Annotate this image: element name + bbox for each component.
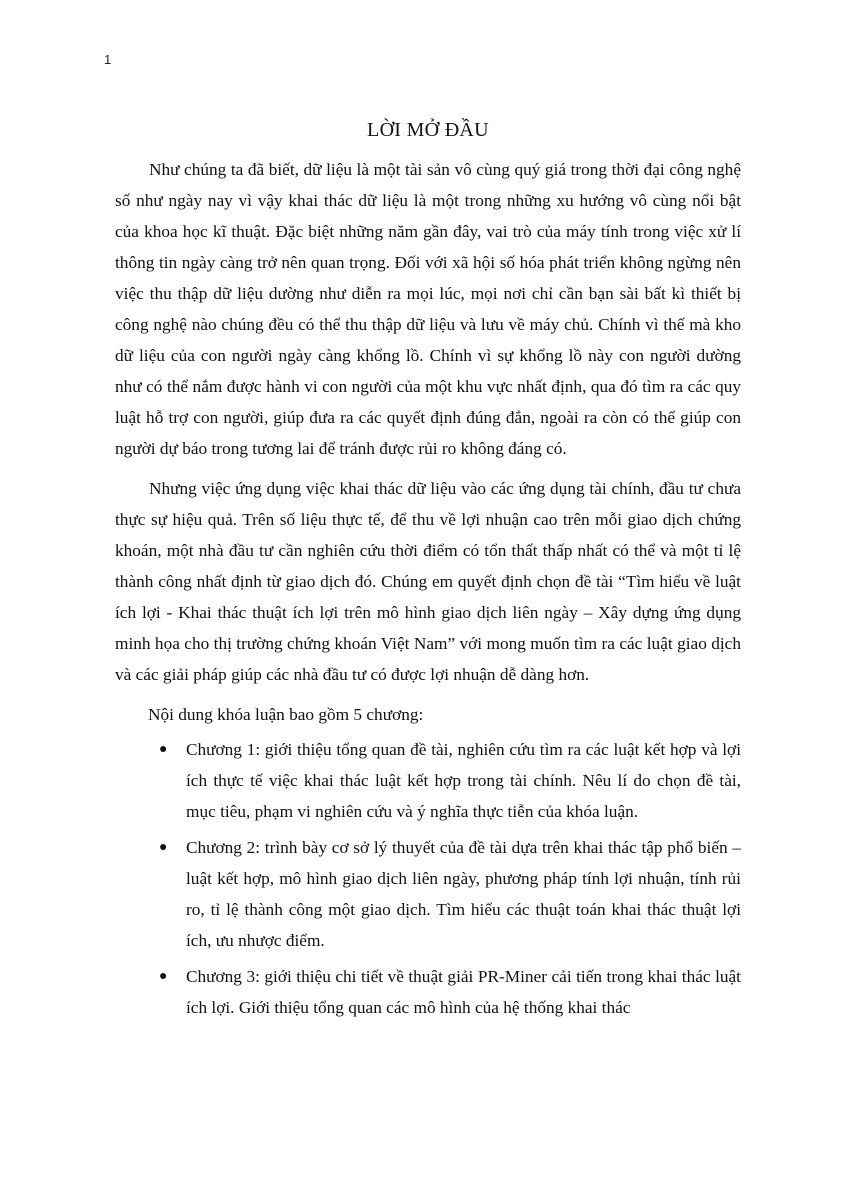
paragraph: Như chúng ta đã biết, dữ liệu là một tài sản vô cùng quý giá trong thời đại công nghệ số như ngày nay vì vậy khai thác dữ liệu là một trong những xu hướng vô cùng nổi bật của khoa học kĩ thuật. Đặc biệt những năm gần đây, vai trò của máy tính trong việc xử lí thông tin ngày càng trở nên quan trọng. Đối với xã hội số hóa phát triển không ngừng nên việc thu thập dữ liệu dường như diễn ra mọi lúc, mọi nơi chỉ cần bạn sài bất kì thiết bị công nghệ nào chúng đều có thể thu thập dữ liệu và lưu về máy chủ. Chính vì thế mà kho dữ liệu của con người ngày càng khổng lồ. Chính vì sự khổng lồ này con người dường như có thể nắm được hành vi con người của một khu vực nhất định, qua đó tìm ra các quy luật hỗ trợ con người, giúp đưa ra các quyết định đúng đắn, ngoài ra còn có thể giúp con người dự báo trong tương lai để tránh được rủi ro không đáng có. bbox=[115, 160, 741, 458]
chapter-description: Chương 3: giới thiệu chi tiết về thuật giải PR-Miner cải tiến trong khai thác luật ích lợi. Giới thiệu tổng quan các mô hình của hệ thống khai thác bbox=[186, 967, 741, 1017]
document-body bbox=[115, 116, 741, 1028]
bullet-icon: ● bbox=[159, 742, 168, 757]
chapter-list-intro: Nội dung khóa luận bao gồm 5 chương: bbox=[148, 705, 424, 724]
chapter-list-item bbox=[115, 734, 741, 827]
bullet-icon: ● bbox=[159, 840, 168, 855]
paragraph: Nhưng việc ứng dụng việc khai thác dữ liệu vào các ứng dụng tài chính, đầu tư chưa thực sự hiệu quả. Trên số liệu thực tế, để thu về lợi nhuận cao trên mỗi giao dịch chứng khoán, một nhà đầu tư cần nghiên cứu thời điểm có tổn thất thấp nhất có thể và một tỉ lệ thành công nhất định từ giao dịch đó. Chúng em quyết định chọn đề tài “Tìm hiểu về luật ích lợi - Khai thác thuật ích lợi trên mô hình giao dịch liên ngày – Xây dựng ứng dụng minh họa cho thị trường chứng khoán Việt Nam” với mong muốn tìm ra các luật giao dịch và các giải pháp giúp các nhà đầu tư có được lợi nhuận dễ dàng hơn. bbox=[115, 479, 741, 684]
chapter-list bbox=[115, 734, 741, 1023]
chapter-description: Chương 1: giới thiệu tổng quan đề tài, nghiên cứu tìm ra các luật kết hợp và lợi ích thực tế việc khai thác luật kết hợp trong tài chính. Nêu lí do chọn đề tài, mục tiêu, phạm vi nghiên cứu và ý nghĩa thực tiễn của khóa luận. bbox=[186, 740, 741, 821]
page-number: 1 bbox=[104, 52, 112, 67]
chapter-description: Chương 2: trình bày cơ sở lý thuyết của đề tài dựa trên khai thác tập phổ biến – luật kết hợp, mô hình giao dịch liên ngày, phương pháp tính lợi nhuận, tính rủi ro, tỉ lệ thành công một giao dịch. Tìm hiểu các thuật toán khai thác thuật lợi ích, ưu nhược điểm. bbox=[186, 838, 741, 950]
chapter-list-item bbox=[115, 961, 741, 1023]
page-title: LỜI MỞ ĐẦU bbox=[367, 119, 489, 141]
bullet-icon: ● bbox=[159, 969, 168, 984]
chapter-list-item bbox=[115, 832, 741, 956]
